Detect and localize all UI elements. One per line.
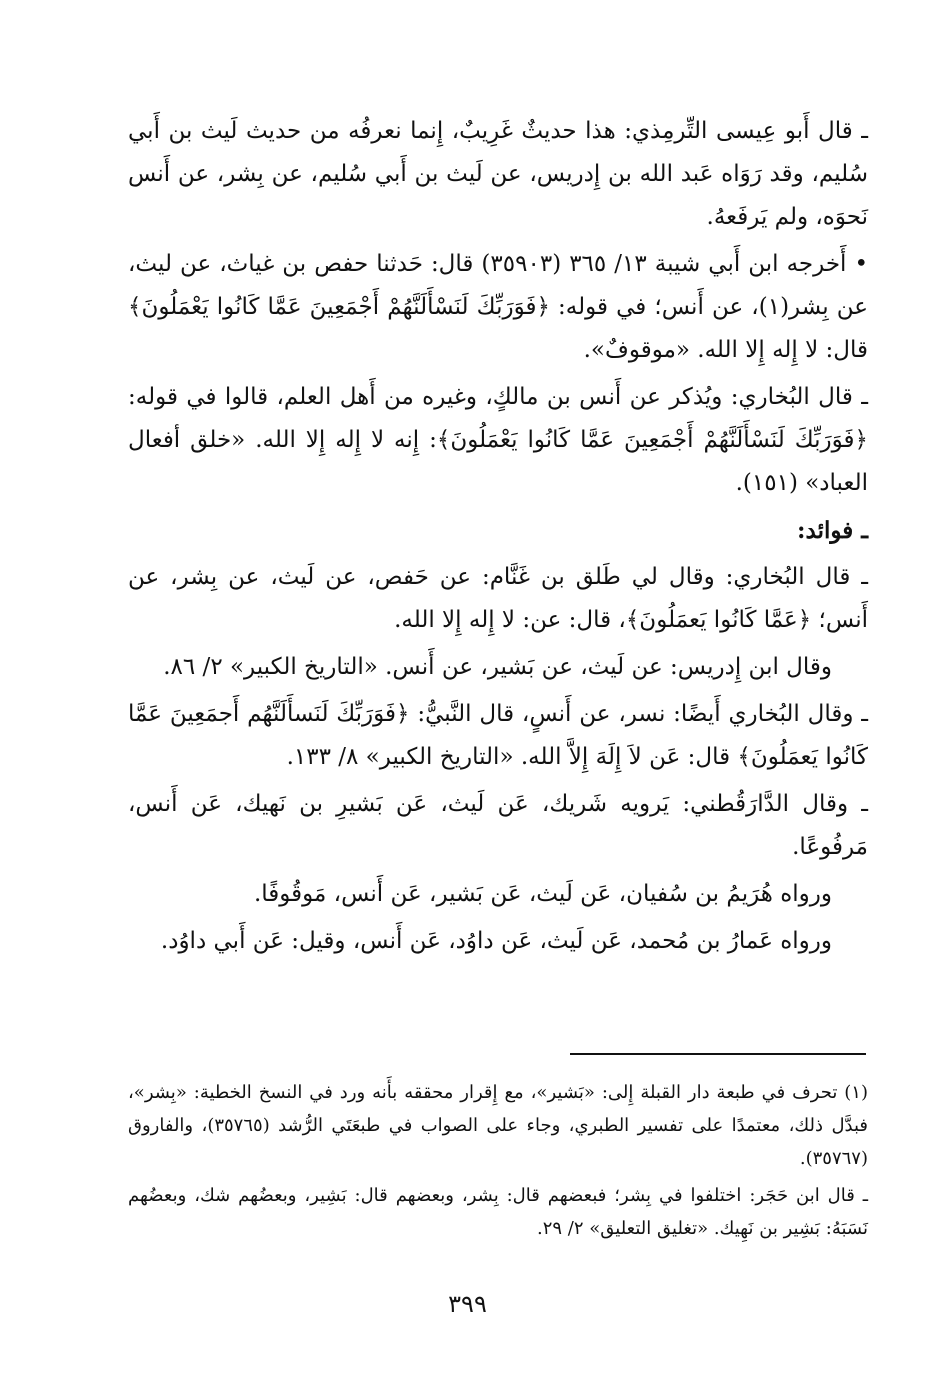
paragraph-ammar: ورواه عَمارُ بن مُحمد، عَن لَيث، عَن داوُد، عَن أَنس، وقيل: عَن أَبي داوُد. bbox=[160, 928, 832, 954]
paragraph-ibn-abi-shayba: • أَخرجه ابن أَبي شيبة ١٣/ ٣٦٥ (٣٥٩٠٣) قال: حَدثنا حفص بن غياث، عن ليث، عن بِشر(١)، عن أَنس؛ في قوله: ﴿فَوَرَبِّكَ لَنَسْأَلَنَّهُمْ أَجْمَعِينَ عَمَّا كَانُوا يَعْمَلُونَ﴾ قال: لا إِله إِلا الله. «موقوفٌ». bbox=[128, 251, 869, 363]
paragraph-bukhari-talq: ـ قال البُخاري: وقال لي طَلق بن غَنَّام: عن حَفص، عن لَيث، عن بِشر، عن أَنس؛ ﴿عَمَّا كَانُوا يَعمَلُونَ﴾، قال: عن: لا إِله إِلا الله. bbox=[128, 564, 868, 633]
footnote-1: (١) تحرف في طبعة دار القبلة إِلى: «بَشير»، مع إِقرار محققه بأَنه ورد في النسخ الخطية: «بِشر»، فبدَّل ذلك، معتمدًا على تفسير الطبري، وجاء على الصواب في طبعَتَي الرُّشد (٣٥٧٦٥)، والفاروق (٣٥٧٦٧). bbox=[128, 1082, 869, 1169]
page-number: ٣٩٩ bbox=[448, 1290, 487, 1318]
footnote-divider bbox=[570, 1053, 866, 1055]
paragraph-ibn-idris: وقال ابن إِدريس: عن لَيث، عن بَشير، عن أَنس. «التاريخ الكبير» ٢/ ٨٦. bbox=[163, 654, 832, 680]
paragraph-daraqutni: ـ وقال الدَّارَقُطني: يَرويه شَريك، عَن لَيث، عَن بَشيرِ بن نَهيك، عَن أَنس، مَرفُوعًا. bbox=[128, 791, 868, 860]
footnotes bbox=[128, 1076, 868, 1249]
paragraph-bukhari-khalq: ـ قال البُخاري: ويُذكر عن أَنس بن مالكٍ، وغيره من أَهل العلم، قالوا في قوله: ﴿فَوَرَبِّكَ لَنَسْأَلَنَّهُمْ أَجْمَعِينَ عَمَّا كَانُوا يَعْمَلُونَ﴾: إِنه لا إِله إِلا الله. «خلق أفعال العباد» (١٥١). bbox=[128, 384, 868, 496]
paragraph-huraym: ورواه هُرَيمُ بن سُفيان، عَن لَيث، عَن بَشير، عَن أَنس، مَوقُوفًا. bbox=[253, 881, 832, 907]
paragraph-tirmidhi: ـ قال أَبو عِيسى التِّرمِذي: هذا حديثٌ غَرِيبٌ، إِنما نعرفُه من حديث لَيث بن أَبي سُليم، وقد رَوَاه عَبد الله بن إِدريس، عن لَيث بن أَبي سُليم، عن بِشر، عن أَنس نَحوَه، ولم يَرفَعهُ. bbox=[128, 118, 868, 230]
footnote-ibn-hajar: ـ قال ابن حَجَر: اختلفوا في بِشر؛ فبعضهم قال: بِشر، وبعضهم قال: بَشِير، وبعضُهم شك، وبعضُهم نَسَبَهُ: بَشِير بن نَهِيك. «تغليق التعليق» ٢/ ٢٩. bbox=[128, 1185, 868, 1239]
paragraph-bukhari-also: ـ وقال البُخاري أَيضًا: نسر، عن أَنسٍ، قال النَّبيُّ: ﴿فَوَرَبِّكَ لَنَسأَلَنَّهُم أَجمَعِينَ عَمَّا كَانُوا يَعمَلُونَ﴾ قال: عَن لاَ إِلَهَ إِلاَّ الله. «التاريخ الكبير» ٨/ ١٣٣. bbox=[128, 701, 868, 770]
section-heading-fawaid: ـ فوائد: bbox=[797, 517, 868, 544]
main-text bbox=[128, 110, 868, 967]
